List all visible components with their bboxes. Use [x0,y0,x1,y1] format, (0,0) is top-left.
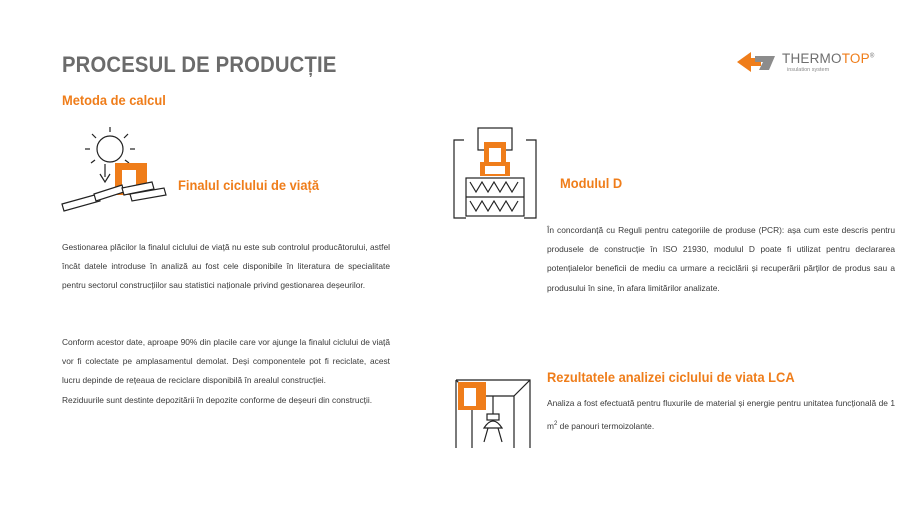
thermotop-logo-mark-icon [735,50,779,74]
logo-brand-part1: THERMO [782,51,842,66]
room-lamp-icon [452,376,534,450]
lca-results-text-after: de panouri termoizolante. [557,420,655,431]
end-of-life-paragraph-1 [62,238,390,296]
end-of-life-paragraph-2-text: Conform acestor date, aproape 90% din placile care vor ajunge la finalul ciclului de viață vor fi colectate pe amplasamentul demolat. Deși componentele pot fi reciclate, acest lucru depinde de rețeaua de reciclare disponibilă în arealul construcției. [62,337,390,386]
lca-results-superscript: 2 [553,421,558,427]
end-of-life-heading: Finalul ciclului de viață [178,177,320,193]
end-of-life-paragraph-1-text: Gestionarea plăcilor la finalul ciclului de viață nu este sub controlul producătorului, astfel încât datele introduse în analiză au fost cele disponibile în literatura de specialitate pentru sectorul construcțiilor sau statistici naționale privind gestionarea deșeurilor. [62,242,390,291]
end-of-life-paragraph-2 [62,333,390,410]
module-d-paragraph [547,221,895,298]
section-subtitle: Metoda de calcul [62,92,166,108]
module-d-heading: Modulul D [560,175,623,191]
end-of-life-paragraph-2-text-b: Reziduurile sunt destinte depozitării în depozite conforme de deșeuri din construcții. [62,394,373,405]
module-d-paragraph-text: În concordanță cu Reguli pentru categoriile de produse (PCR): așa cum este descris pentru produsele de construcție în ISO 21930, modulul D poate fi utilizat pentru declararea potențialelor beneficii de mediu ca urmare a reciclării și recuperării părților de produs sau a produsului în sine, în afara limitărilor analizate. [547,225,895,293]
sun-stairs-recycling-icon [60,122,170,222]
panel-press-icon [450,126,540,226]
lca-results-paragraph [547,393,895,437]
lca-results-heading: Rezultatele analizei ciclului de viata LCA [547,369,795,385]
logo-brand [782,51,874,66]
lca-results-paragraph-text [547,393,895,437]
logo-brand-part2: TOP [841,51,870,66]
logo-registered: ® [869,53,875,60]
page-title: PROCESUL DE PRODUCȚIE [62,52,337,77]
logo-tagline: insulation system [787,67,830,73]
lca-results-text-before: Analiza a fost efectuată pentru fluxurile de material și energie pentru unitatea funcțională de 1 m [547,398,895,431]
